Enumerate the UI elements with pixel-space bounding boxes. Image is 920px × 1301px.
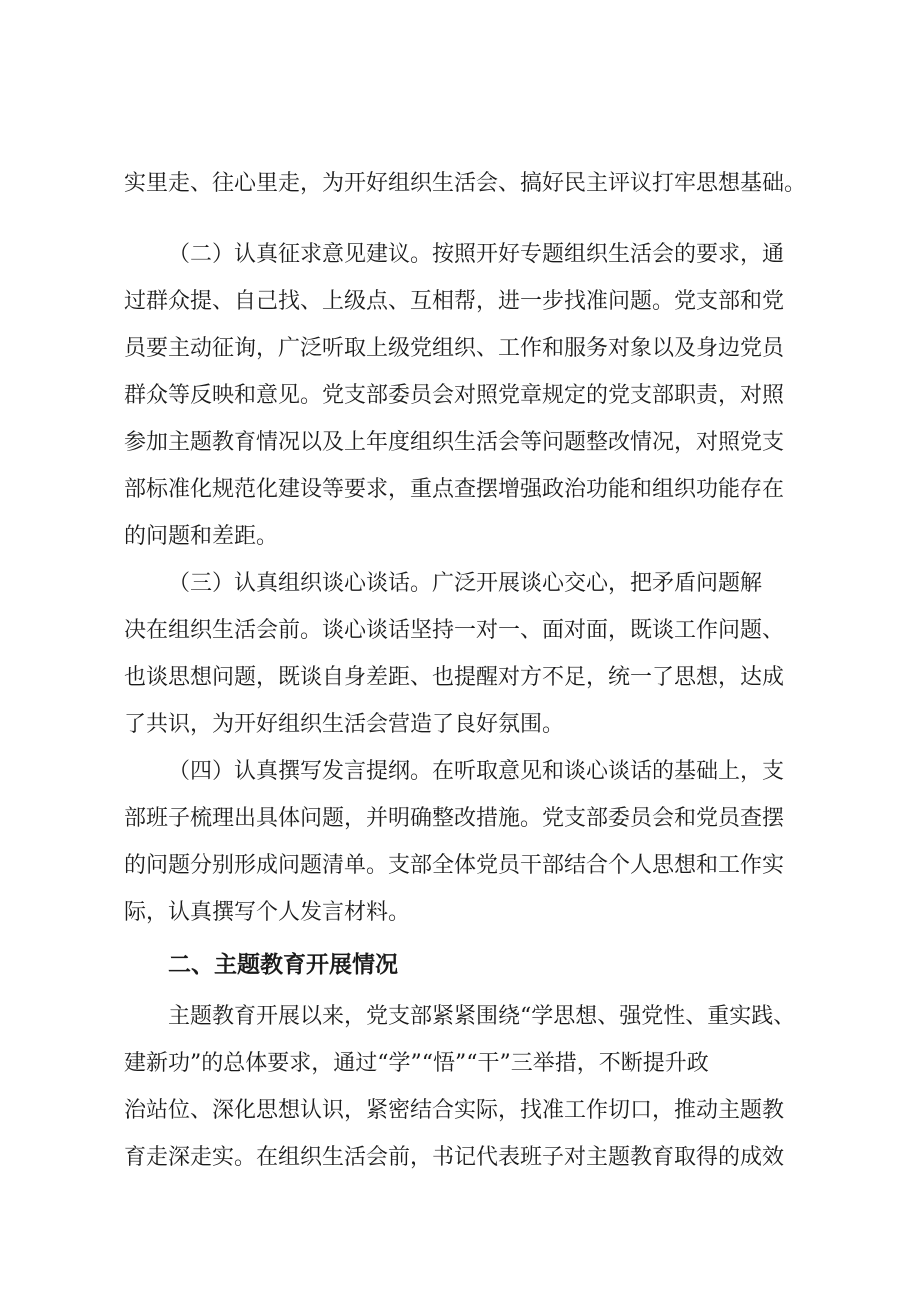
- text-line: 参加主题教育情况以及上年度组织生活会等问题整改情况，对照党支: [124, 430, 785, 455]
- text-line: 建新功”的总体要求，通过“学”“悟”“干”三举措，不断提升政: [124, 1051, 709, 1076]
- text-line: 实里走、往心里走，为开好组织生活会、搞好民主评议打牢思想基础。: [124, 171, 807, 196]
- text-line: 决在组织生活会前。谈心谈话坚持一对一、面对面，既谈工作问题、: [124, 618, 785, 643]
- text-line: 过群众提、自己找、上级点、互相帮，进一步找准问题。党支部和党: [124, 289, 785, 314]
- section-heading: 二、主题教育开展情况: [168, 952, 398, 978]
- text-line: 员要主动征询，广泛听取上级党组织、工作和服务对象以及身边党员: [124, 336, 785, 361]
- text-line: 治站位、深化思想认识，紧密结合实际，找准工作切口，推动主题教: [124, 1098, 785, 1123]
- text-line: （三）认真组织谈心谈话。广泛开展谈心交心，把矛盾问题解: [168, 571, 763, 596]
- text-line: 部班子梳理出具体问题，并明确整改措施。党支部委员会和党员查摆: [124, 806, 785, 831]
- text-line: （四）认真撰写发言提纲。在听取意见和谈心谈话的基础上，支: [168, 759, 785, 784]
- text-line: 际，认真撰写个人发言材料。: [124, 900, 411, 925]
- text-line: 群众等反映和意见。党支部委员会对照党章规定的党支部职责，对照: [124, 383, 785, 408]
- text-line: 主题教育开展以来，党支部紧紧围绕“学思想、强党性、重实践、: [168, 1004, 796, 1029]
- text-line: 了共识，为开好组织生活会营造了良好氛围。: [124, 712, 565, 737]
- text-line: 的问题分别形成问题清单。支部全体党员干部结合个人思想和工作实: [124, 853, 785, 878]
- text-line: （二）认真征求意见建议。按照开好专题组织生活会的要求，通: [168, 242, 785, 267]
- text-line: 育走深走实。在组织生活会前，书记代表班子对主题教育取得的成效: [124, 1145, 785, 1170]
- text-line: 部标准化规范化建设等要求，重点查摆增强政治功能和组织功能存在: [124, 477, 785, 502]
- text-line: 的问题和差距。: [124, 524, 279, 549]
- text-line: 也谈思想问题，既谈自身差距、也提醒对方不足，统一了思想，达成: [124, 665, 785, 690]
